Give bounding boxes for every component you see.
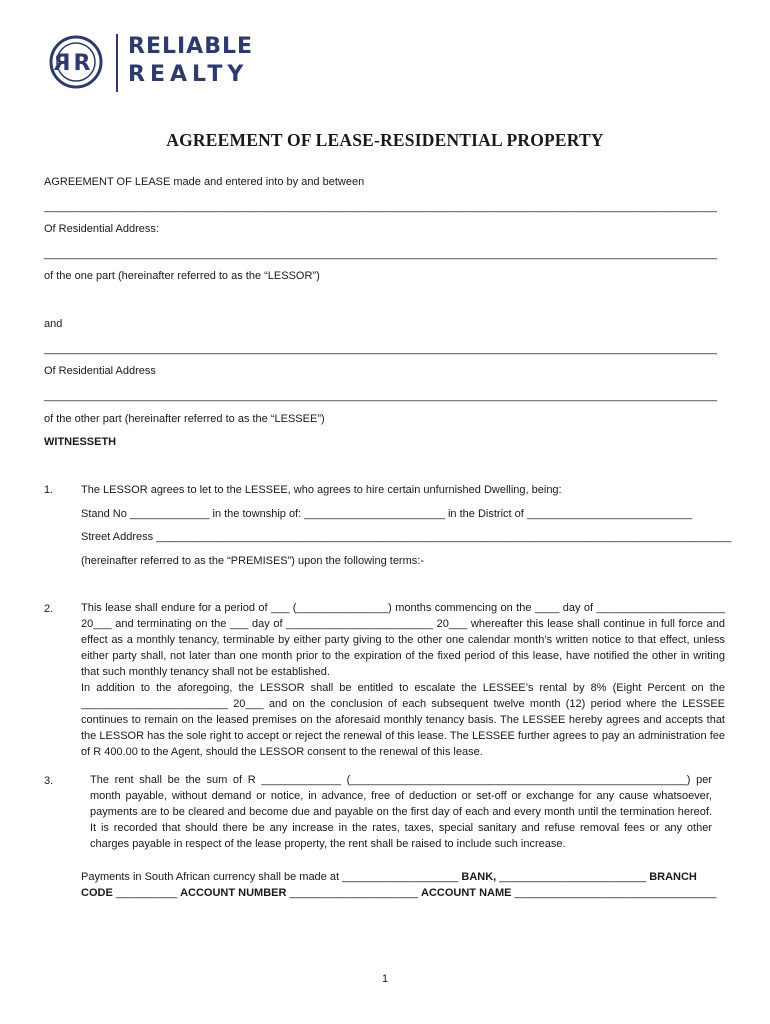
code-label: CODE — [81, 887, 113, 899]
code-line: __________ — [115, 887, 178, 899]
lessor-name-line: ______________________________________________________________________________________________________________ — [44, 201, 717, 213]
residential-address-label-2: Of Residential Address — [44, 365, 156, 377]
clause-2-text-b: In addition to the aforegoing, the LESSOR shall be entitled to escalate the LESSEE’s rental by 8% (Eight Percent on the ________________________ 20___ and on the conclusion of each subsequent twelve month (12) period where the LESSEE continues to remain on the leased premises on the aforesaid monthly tenancy basis. The LESSEE hereby agrees and accepts that the LESSOR has the sole right to accept or reject the renewal of this lease. The LESSEE further agrees to pay an administration fee of R 400.00 to the Agent, should the LESSOR consent to the renewal of this lease. — [81, 682, 725, 758]
account-name-label: ACCOUNT NAME — [421, 887, 512, 899]
logo-divider — [116, 34, 118, 92]
stand-township-line: Stand No _____________ in the township of: _______________________ in the District of ___________________________ — [81, 508, 693, 520]
company-logo — [48, 32, 268, 96]
bank-line: ________________________ — [499, 871, 647, 883]
lessor-address-line: ______________________________________________________________________________________________________________ — [44, 248, 717, 260]
payments-line — [81, 870, 697, 884]
document-title: AGREEMENT OF LEASE-RESIDENTIAL PROPERTY — [166, 130, 604, 150]
svg-text:R: R — [53, 51, 71, 76]
clause-2-text-a: This lease shall endure for a period of ___ (_______________) months commencing on the ____ day of _____________________ 20___ and terminating on the ___ day of ________________________ 20___ whereafter this lease shall continue in full force and effect as a monthly tenancy, terminable by either party giving to the other one calendar month’s written notice to that effect, unless either party shall, not later than one month prior to the expiration of the fixed period of this lease, have notified the other in writing that such monthly tenancy shall not be established. — [81, 602, 725, 678]
logo-text-line1: RELIABLE — [128, 34, 254, 59]
svg-text:R: R — [73, 51, 91, 76]
street-address-line: Street Address ______________________________________________________________________________________________ — [81, 531, 732, 543]
account-details-line — [81, 886, 716, 900]
account-number-line: _____________________ — [289, 887, 418, 899]
clause-2-number: 2. — [44, 603, 54, 615]
bank-label: BANK, — [461, 871, 497, 883]
one-part-text: of the one part (hereinafter referred to as the “LESSOR”) — [44, 270, 320, 282]
witnesseth-heading: WITNESSETH — [44, 436, 117, 448]
logo-text-line2: REALTY — [128, 62, 249, 87]
residential-address-label: Of Residential Address: — [44, 223, 159, 235]
clause-1-number: 1. — [44, 484, 54, 496]
clause-1-text: The LESSOR agrees to let to the LESSEE, who agrees to hire certain unfurnished Dwelling, being: — [81, 484, 562, 496]
intro-text: AGREEMENT OF LEASE made and entered into by and between — [44, 176, 365, 188]
premises-text: (hereinafter referred to as the “PREMISES”) upon the following terms:- — [81, 555, 424, 567]
branch-label: BRANCH — [649, 871, 697, 883]
lessee-name-line: ______________________________________________________________________________________________________________ — [44, 343, 717, 355]
account-number-label: ACCOUNT NUMBER — [180, 887, 287, 899]
page-number: 1 — [381, 973, 389, 985]
payments-prefix: Payments in South African currency shall be made at ___________________ — [81, 871, 459, 883]
clause-3-number: 3. — [44, 775, 54, 787]
other-part-text: of the other part (hereinafter referred to as the “LESSEE”) — [44, 413, 325, 425]
clause-3-text: The rent shall be the sum of R _____________ (_______________________________________________________) per month payable, without demand or notice, in advance, free of deduction or set-off or exchange for any cause whatsoever, payments are to be cleared and become due and payable on the first day of each and every month until the termination hereof. It is recorded that should there be any increase in the rates, taxes, special sanitary and refuse removal fees or any other charges payable in respect of the lease property, the rent shall be raised to include such increase. — [90, 774, 712, 850]
reliable-realty-emblem-icon — [48, 34, 104, 90]
and-text: and — [44, 318, 63, 330]
account-name-line: _________________________________ — [514, 887, 717, 899]
lessee-address-line: ______________________________________________________________________________________________________________ — [44, 390, 717, 402]
